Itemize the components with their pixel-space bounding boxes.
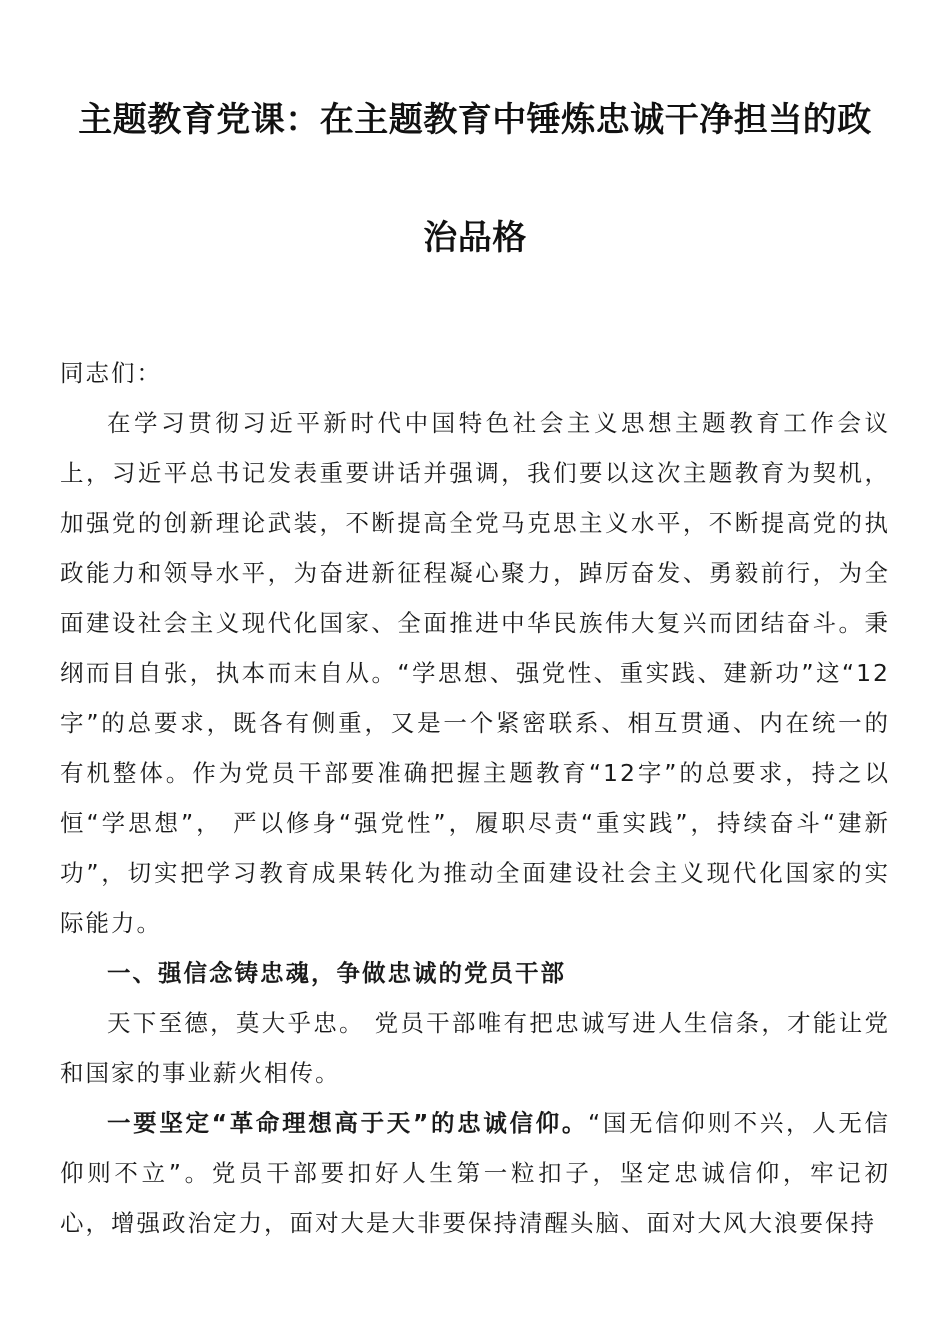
section-heading-1: 一、强信念铸忠魂，争做忠诚的党员干部 [107, 959, 566, 987]
salutation: 同志们： [60, 359, 162, 387]
document-body [60, 348, 890, 1248]
paragraph-faith-lead: 一要坚定“革命理想高于天”的忠诚信仰。 [107, 1109, 589, 1137]
paragraph-intro: 在学习贯彻习近平新时代中国特色社会主义思想主题教育工作会议上，习近平总书记发表重要讲话并强调，我们要以这次主题教育为契机，加强党的创新理论武装，不断提高全党马克思主义水平，不断提高党的执政能力和领导水平，为奋进新征程凝心聚力，踔厉奋发、勇毅前行，为全面建设社会主义现代化国家、全面推进中华民族伟大复兴而团结奋斗。秉纲而目自张，执本而末自从。“学思想、强党性、重实践、建新功”这“12字”的总要求，既各有侧重，又是一个紧密联系、相互贯通、内在统一的有机整体。作为党员干部要准确把握主题教育“12字”的总要求，持之以恒“学思想”， 严以修身“强党性”，履职尽责“重实践”，持续奋斗“建新功”，切实把学习教育成果转化为推动全面建设社会主义现代化国家的实际能力。 [60, 409, 890, 937]
document-title-line-2: 治品格 [423, 218, 527, 258]
paragraph-faith [60, 1098, 890, 1248]
paragraph-faith-text: “国无信仰则不兴，人无信仰则不立”。党员干部要扣好人生第一粒扣子，坚定忠诚信仰，牢记初心，增强政治定力，面对大是大非要保持清醒头脑、面对大风大浪要保持 [60, 1109, 890, 1237]
document-title-line-1: 主题教育党课：在主题教育中锤炼忠诚干净担当的政 [78, 100, 872, 140]
paragraph-loyalty: 天下至德，莫大乎忠。 党员干部唯有把忠诚写进人生信条，才能让党和国家的事业薪火相传。 [60, 1009, 890, 1087]
